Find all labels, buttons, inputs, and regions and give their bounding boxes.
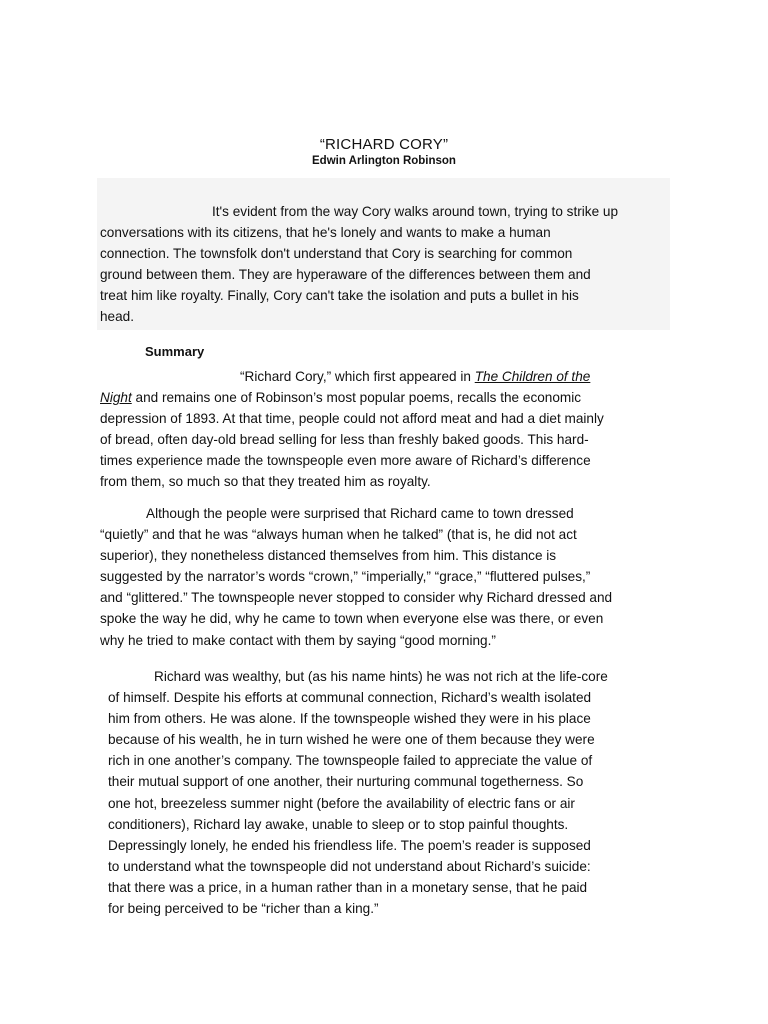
p3-line: that there was a price, in a human rather than in a monetary sense, that he paid xyxy=(108,879,588,895)
p1-line1-text: “Richard Cory,” which first appeared in xyxy=(240,369,475,384)
p3-line: him from others. He was alone. If the townspeople wished they were in his place xyxy=(108,711,591,727)
intro-line: treat him like royalty. Finally, Cory can't take the isolation and puts a bullet in his xyxy=(100,288,579,304)
p3-line: their mutual support of one another, their nurturing communal togetherness. So xyxy=(108,774,584,790)
p2-line: suggested by the narrator’s words “crown,” “imperially,” “grace,” “fluttered pulses,” xyxy=(100,569,591,585)
p3-line: rich in one another’s company. The townspeople failed to appreciate the value of xyxy=(108,753,593,769)
p2-line: spoke the way he did, why he came to town when everyone else was there, or even xyxy=(100,611,604,627)
p1-line: from them, so much so that they treated him as royalty. xyxy=(100,474,431,490)
summary-heading: Summary xyxy=(145,344,205,359)
p3-line: to understand what the townspeople did not understand about Richard’s suicide: xyxy=(108,858,591,874)
intro-line: It's evident from the way Cory walks around town, trying to strike up xyxy=(212,204,619,219)
p1-line2-text: and remains one of Robinson’s most popular poems, recalls the economic xyxy=(131,390,582,406)
poem-title: “RICHARD CORY” xyxy=(319,136,449,153)
summary-paragraph-3 xyxy=(108,666,608,919)
p2-line: Although the people were surprised that Richard came to town dressed xyxy=(146,506,574,521)
p1-line: of bread, often day-old bread selling for less than freshly baked goods. This hard- xyxy=(100,432,589,448)
intro-line: connection. The townsfolk don't understand that Cory is searching for common xyxy=(100,246,573,262)
p3-line: Richard was wealthy, but (as his name hints) he was not rich at the life-core xyxy=(154,669,608,684)
p3-line: one hot, breezeless summer night (before the availability of electric fans or air xyxy=(108,795,575,811)
p1-line xyxy=(100,387,604,408)
p3-line: Depressingly lonely, he ended his friendless life. The poem’s reader is supposed xyxy=(108,837,591,853)
p2-line: and “glittered.” The townspeople never stopped to consider why Richard dressed and xyxy=(100,590,613,606)
author-name: Edwin Arlington Robinson xyxy=(312,155,456,167)
p3-line: conditioners), Richard lay awake, unable to sleep or to stop painful thoughts. xyxy=(108,816,569,832)
intro-paragraph xyxy=(100,201,618,328)
p2-line: superior), they nonetheless distanced themselves from him. This distance is xyxy=(100,548,557,564)
p1-line: depression of 1893. At that time, people could not afford meat and had a diet mainly xyxy=(100,411,604,427)
p3-line: because of his wealth, he in turn wished he were one of them because they were xyxy=(108,732,595,748)
p2-line: “quietly” and that he was “always human when he talked” (that is, he did not act xyxy=(100,527,577,543)
summary-paragraph-1 xyxy=(100,366,604,493)
intro-line: conversations with its citizens, that he's lonely and wants to make a human xyxy=(100,225,551,241)
p1-line xyxy=(100,366,604,387)
p3-line: for being perceived to be “richer than a king.” xyxy=(108,901,379,917)
book-title-part1: The Children of the xyxy=(474,369,591,384)
intro-line: ground between them. They are hyperaware of the differences between them and xyxy=(100,267,591,283)
summary-paragraph-2 xyxy=(100,503,612,651)
p1-line: times experience made the townspeople even more aware of Richard’s difference xyxy=(100,453,591,469)
p3-line: of himself. Despite his efforts at communal connection, Richard’s wealth isolated xyxy=(108,690,592,706)
p2-line: why he tried to make contact with them by saying “good morning.” xyxy=(100,632,496,648)
book-title-part2: Night xyxy=(100,390,132,406)
intro-line: head. xyxy=(100,309,135,325)
